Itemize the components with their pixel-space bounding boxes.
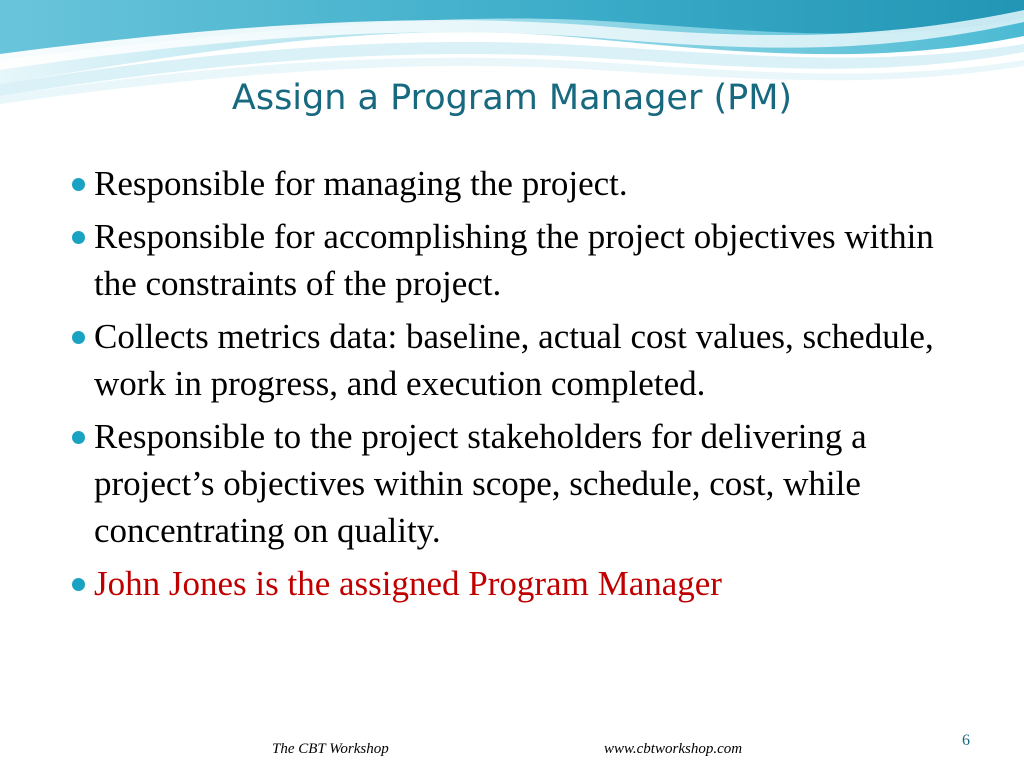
list-item [68, 160, 968, 207]
list-item-highlight [68, 560, 968, 607]
list-item [68, 213, 968, 307]
footer-company: The CBT Workshop [272, 741, 389, 757]
slide-title: Assign a Program Manager (PM) [231, 78, 793, 118]
bullet-dot-icon [72, 578, 85, 591]
bullet-dot-icon [72, 178, 85, 191]
bullet-list [68, 160, 968, 613]
list-item [68, 413, 968, 554]
bullet-text: Responsible for accomplishing the project objectives within the constraints of the project. [94, 217, 934, 303]
page-number: 6 [962, 732, 970, 749]
bullet-text: Collects metrics data: baseline, actual cost values, schedule, work in progress, and execution completed. [94, 317, 934, 403]
bullet-text: Responsible for managing the project. [94, 164, 628, 203]
bullet-text: John Jones is the assigned Program Manager [94, 564, 722, 603]
bullet-dot-icon [72, 231, 85, 244]
bullet-dot-icon [72, 431, 85, 444]
list-item [68, 313, 968, 407]
bullet-dot-icon [72, 331, 85, 344]
bullet-text: Responsible to the project stakeholders for delivering a project’s objectives within scope, schedule, cost, while concentrating on quality. [94, 417, 867, 550]
footer-website: www.cbtworkshop.com [604, 741, 743, 757]
